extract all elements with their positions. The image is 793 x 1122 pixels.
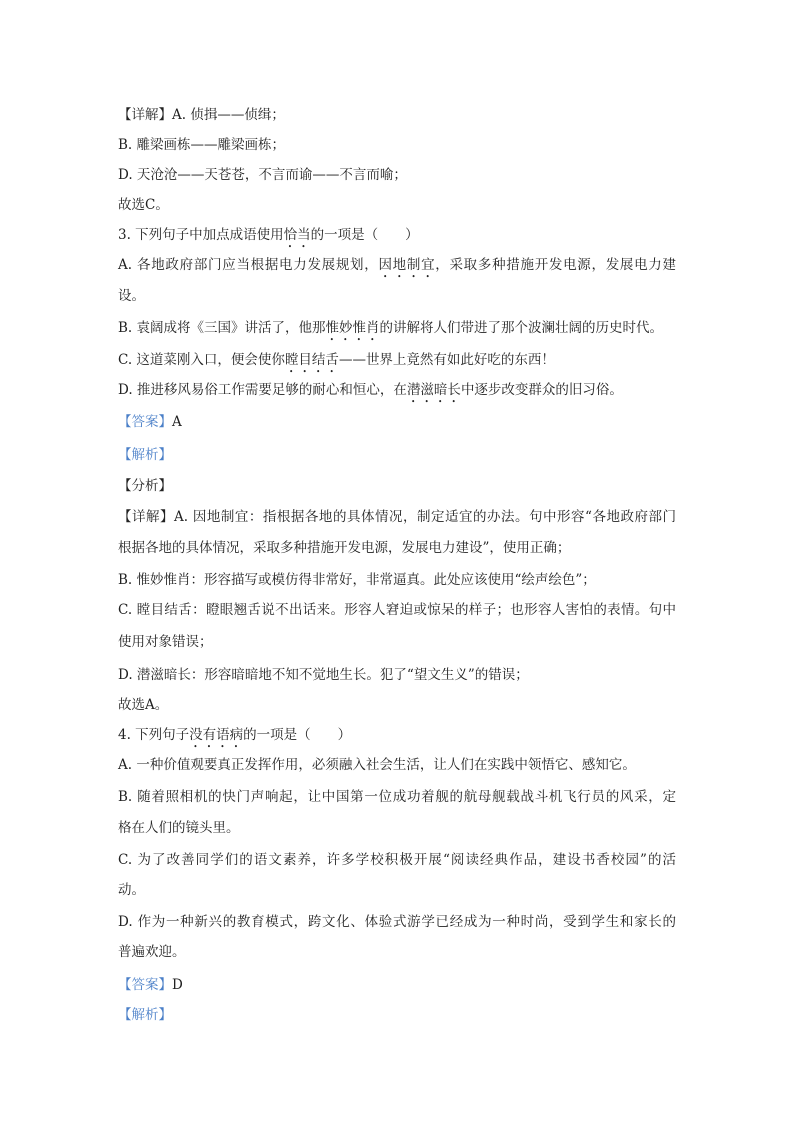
q3-detail-4: C. 瞠目结舌：瞪眼翘舌说不出话来。形容人窘迫或惊呆的样子；也形容人害怕的表情。句中 <box>118 602 676 618</box>
q4-option-d: D. 作为一种新兴的教育模式，跨文化、体验式游学已经成为一种时尚，受到学生和家长的 <box>118 914 676 930</box>
option-text: ，采取多种措施开发电源，发展电力建 <box>435 257 677 273</box>
emphasized-word: 惟妙惟肖 <box>325 320 380 336</box>
q3-detail-6: D. 潜滋暗长：形容暗暗地不知不觉地生长。犯了“望文生义”的错误； <box>118 667 529 683</box>
q3-option-a <box>118 256 676 281</box>
q3-analysis-label: 【解析】 <box>118 447 172 463</box>
q3-stem <box>118 226 419 251</box>
q3-option-c <box>118 351 555 376</box>
q4-option-d-cont: 普遍欢迎。 <box>118 944 186 960</box>
q3-detail-5: 使用对象错误； <box>118 634 213 650</box>
q2-conclusion: 故选C。 <box>118 197 169 213</box>
emphasized-word: 因地制宜 <box>378 257 436 273</box>
option-text: C. 这道菜刚入口，便会使你 <box>118 352 285 368</box>
q2-detail-d: D. 天沧沧——天苍苍，不言而谕——不言而喻； <box>118 167 407 183</box>
option-text: B. 袁阔成将《三国》讲活了，他那 <box>118 320 326 336</box>
answer-value: A <box>172 414 182 430</box>
q4-analysis-label: 【解析】 <box>118 1007 172 1023</box>
answer-value: D <box>172 977 183 993</box>
q4-option-b: B. 随着照相机的快门声响起，让中国第一位成功着舰的航母舰载战斗机飞行员的风采，定 <box>118 789 676 805</box>
option-text: A. 各地政府部门应当根据电力发展规划， <box>118 257 379 273</box>
stem-text: 4. 下列句子 <box>118 727 190 743</box>
emphasized-word: 潜滋暗长 <box>406 382 461 398</box>
option-text: D. 推进移风易俗工作需要足够的耐心和恒心，在 <box>118 382 407 398</box>
detail-text: A. 因地制宜：指根据各地的具体情况，制定适宜的办法。句中形容“各地政府部门 <box>174 509 677 525</box>
q4-option-c: C. 为了改善同学们的语文素养，许多学校积极开展“阅读经典作品，建设书香校园”的活 <box>118 852 676 868</box>
emphasized-word: 没有语病 <box>189 727 244 743</box>
q4-stem <box>118 726 351 751</box>
detail-text: A. 侦揖——侦缉； <box>172 107 285 123</box>
q4-answer <box>118 976 183 994</box>
answer-label: 【答案】 <box>118 414 172 430</box>
q3-conclusion: 故选A。 <box>118 697 169 713</box>
stem-text: 的一项是（ ） <box>310 227 419 243</box>
q3-answer <box>118 413 182 431</box>
q3-option-a-cont: 设。 <box>118 288 145 304</box>
q2-detail <box>118 106 285 124</box>
detail-label: 【详解】 <box>118 107 172 123</box>
q3-detail-3: B. 惟妙惟肖：形容描写或模仿得非常好，非常逼真。此处应该使用“绘声绘色”； <box>118 572 596 588</box>
q4-option-b-cont: 格在人们的镜头里。 <box>118 820 240 836</box>
option-text: 中逐步改变群众的旧习俗。 <box>460 382 623 398</box>
q3-fenxi-label: 【分析】 <box>118 478 172 494</box>
q3-option-b <box>118 319 663 344</box>
option-text: 的讲解将人们带进了那个波澜壮阔的历史时代。 <box>379 320 664 336</box>
q2-detail-b: B. 雕梁画栋——雕梁画栋； <box>118 137 286 153</box>
q3-detail-1 <box>118 508 676 526</box>
q4-option-a: A. 一种价值观要真正发挥作用，必须融入社会生活，让人们在实践中领悟它、感知它。 <box>118 757 636 773</box>
q3-option-d <box>118 381 623 406</box>
q3-detail-2: 根据各地的具体情况，采取多种措施开发电源，发展电力建设”，使用正确； <box>118 540 571 556</box>
q4-option-c-cont: 动。 <box>118 882 145 898</box>
stem-text: 3. 下列句子中加点成语使用 <box>118 227 284 243</box>
emphasized-word: 恰当 <box>283 227 311 243</box>
stem-text: 的一项是（ ） <box>243 727 352 743</box>
detail-label: 【详解】 <box>118 509 175 525</box>
answer-label: 【答案】 <box>118 977 172 993</box>
option-text: ——世界上竟然有如此好吃的东西！ <box>338 352 555 368</box>
emphasized-word: 瞠目结舌 <box>284 352 339 368</box>
